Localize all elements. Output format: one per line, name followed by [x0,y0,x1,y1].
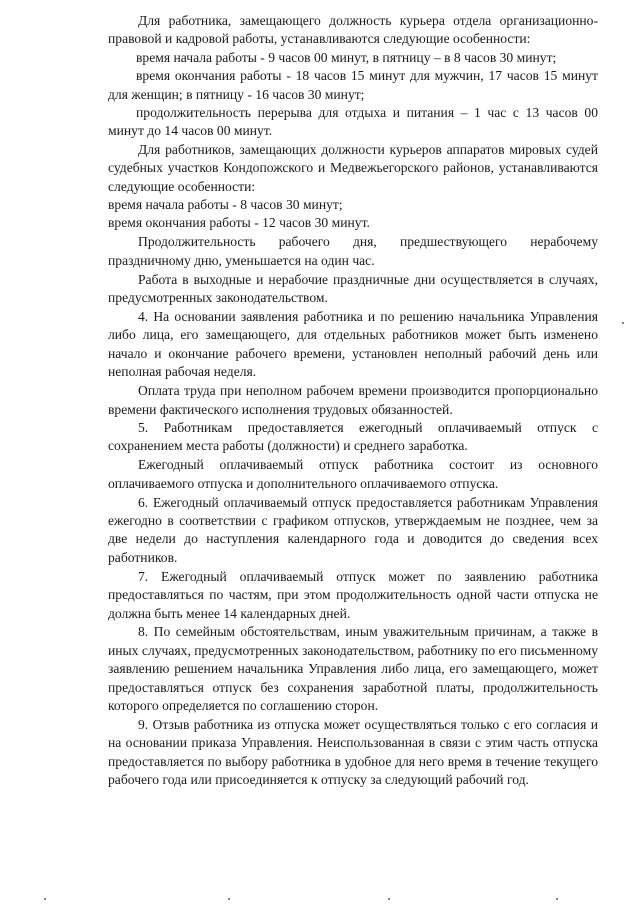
paragraph-judges-start-time: время начала работы - 8 часов 30 минут; [108,197,343,213]
paragraph-courier-judges: Для работников, замещающих должности курьеров аппаратов мировых судей судебных участков Кондопожского и Медвежьегорского районов, устанавливаются следующие особенности: [108,141,598,194]
paragraph-preholiday-day: Продолжительность рабочего дня, предшествующего нерабочему праздничному дню, уменьшается на один час. [108,234,598,268]
paragraph-lunch-break: продолжительность перерыва для отдыха и питания – 1 час с 13 часов 00 минут до 14 часов 00 минут. [108,105,598,139]
paragraph-item-4: 4. На основании заявления работника и по решению начальника Управления либо лица, его замещающего, для отдельных работников может быть изменено начало и окончание рабочего времени, установлен неполный рабочий день или неполная рабочая неделя. [108,309,598,380]
scan-speck [388,898,390,900]
paragraph-judges-end-time: время окончания работы - 12 часов 30 минут. [108,215,370,231]
paragraph-item-5: 5. Работникам предоставляется ежегодный оплачиваемый отпуск с сохранением места работы (должности) и среднего заработка. [108,419,598,454]
paragraph-start-time: время начала работы - 9 часов 00 минут, в пятницу – в 8 часов 30 минут; [136,49,557,65]
scan-speck [228,898,230,900]
paragraph-item-7: 7. Ежегодный оплачиваемый отпуск может по заявлению работника предоставляться по частям, при этом продолжительность одной части отпуска не должна быть менее 14 календарных дней. [108,568,598,621]
paragraph-parttime-pay: Оплата труда при неполном рабочем времени производится пропорционально времени фактического исполнения трудовых обязанностей. [108,383,598,417]
paragraph-weekend-work: Работа в выходные и нерабочие праздничные дни осуществляется в случаях, предусмотренных законодательством. [108,271,598,306]
paragraph-item-6: 6. Ежегодный оплачиваемый отпуск предоставляется работникам Управления ежегодно в соответствии с графиком отпусков, утверждаемым не позднее, чем за две недели до наступления календарного года и доводится до сведения всех работников. [108,494,598,565]
paragraph-item-8: 8. По семейным обстоятельствам, иным уважительным причинам, а также в иных случаях, предусмотренных законодательством, работнику по его письменному заявлению решением начальника Управления либо лица, его замещающего, может предоставляться отпуск без сохранения заработной платы, продолжительность которого определяется по соглашению сторон. [108,624,598,714]
paragraph-item-9: 9. Отзыв работника из отпуска может осуществляться только с его согласия и на основании приказа Управления. Неиспользованная в связи с этим часть отпуска предоставляется по выбору работника в удобное для него время в течение текущего рабочего года или присоединяется к отпуску за следующий рабочий год. [108,716,598,788]
scan-speck [44,898,46,900]
paragraph-annual-leave-composition: Ежегодный оплачиваемый отпуск работника состоит из основного оплачиваемого отпуска и дополнительного оплачиваемого отпуска. [108,457,598,491]
paragraph-end-time: время окончания работы - 18 часов 15 минут для мужчин, 17 часов 15 минут для женщин; в пятницу - 16 часов 30 минут; [108,68,598,102]
scan-speck [622,322,624,324]
scan-speck [556,898,558,900]
paragraph-courier-legal-dept: Для работника, замещающего должность курьера отдела организационно-правовой и кадровой работы, устанавливаются следующие особенности: [108,13,598,47]
